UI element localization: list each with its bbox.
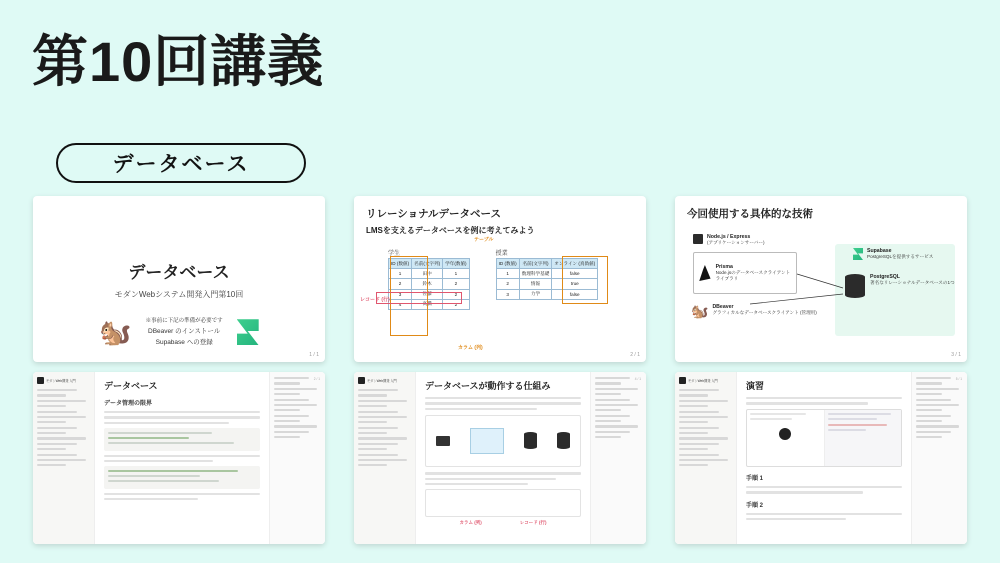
doc-content	[416, 372, 590, 544]
code-block	[104, 466, 260, 488]
slide-page-number: 2 / 1	[630, 352, 640, 358]
supabase-label: Supabase	[867, 248, 892, 254]
slide-title-heading: データベース	[128, 263, 230, 282]
doc-sidebar-right[interactable]	[911, 372, 967, 544]
doc-sidebar-left[interactable]	[33, 372, 95, 544]
database-icon	[524, 432, 537, 450]
slide-card-doc-how-db-works[interactable]	[354, 372, 646, 544]
slide-title-body	[33, 196, 325, 362]
doc-exercise-body	[675, 372, 967, 544]
note-line-0: ※事前に下記の準備が必要です	[145, 317, 223, 324]
highlight-box-record	[376, 292, 462, 304]
code-block	[104, 428, 260, 450]
screenshot-embed	[746, 409, 902, 467]
col-header: 学年(数値)	[443, 259, 469, 269]
topic-pill-label: データベース	[112, 153, 250, 176]
cell: 2	[496, 279, 519, 289]
cell: 2	[443, 279, 469, 289]
database-icon	[845, 274, 865, 298]
cell: 2	[443, 299, 469, 309]
cell: 田中	[412, 269, 443, 279]
slide-relational-heading: リレーショナルデータベース	[366, 208, 502, 220]
slide-page-number: 4 / 1	[634, 377, 641, 381]
col-header: 名前(文字列)	[519, 259, 552, 269]
prisma-label: Prisma	[715, 263, 733, 270]
node-express-sub: (アプリケーションサーバー)	[707, 240, 765, 245]
slide-card-relational-db[interactable]	[354, 196, 646, 362]
slide-tech-heading: 今回使用する具体的な技術	[687, 208, 813, 220]
brand-label: モダンWeb開発 入門	[367, 379, 397, 383]
prisma-logo-icon	[698, 265, 711, 281]
note-line-1: DBeaver のインストール	[148, 327, 221, 335]
annotation-record: レコード (行)	[519, 520, 547, 526]
brand-logo-icon	[358, 377, 365, 384]
col-header: ID (数値)	[389, 259, 412, 269]
slide-card-technologies[interactable]	[675, 196, 967, 362]
postgres-group	[845, 274, 955, 298]
annotation-table: テーブル	[474, 237, 494, 243]
laptop-icon	[436, 436, 450, 446]
brand-label: モダンWeb開発 入門	[46, 379, 76, 383]
node-express-group	[693, 234, 765, 246]
slide-relational-subheading: LMSを支えるデータベースを例に考えてみよう	[366, 226, 535, 235]
annotation-record: レコード (行)	[360, 297, 390, 303]
doc-sidebar-right[interactable]	[269, 372, 325, 544]
doc-subtitle: データ管理の限界	[104, 401, 153, 407]
diagram-db-flow	[425, 415, 581, 467]
supabase-logo-icon	[237, 319, 259, 345]
note-line-2: Supabase への登録	[155, 338, 213, 346]
prisma-sub: Node.jsのデータベースクライアントライブラリ	[715, 269, 791, 281]
doc-content	[737, 372, 911, 544]
cell: 情報	[519, 279, 552, 289]
doc-sidebar-left[interactable]	[675, 372, 737, 544]
doc-database-body	[33, 372, 325, 544]
dbeaver-group	[691, 304, 817, 318]
doc-sidebar-left[interactable]	[354, 372, 416, 544]
cell: 鈴木	[412, 279, 443, 289]
highlight-box-online	[562, 256, 608, 304]
slide-page-number: 2 / 1	[313, 377, 320, 381]
diagram-table-detail	[425, 489, 581, 517]
brand-label: モダンWeb開発 入門	[688, 379, 718, 383]
brand-logo-icon	[37, 377, 44, 384]
doc-brand	[358, 377, 411, 384]
brand-logo-icon	[679, 377, 686, 384]
node-express-label: Node.js / Express	[707, 234, 751, 240]
cell: 数理科学基礎	[519, 269, 552, 279]
dbeaver-sub: グラフィカルなデータベースクライアント (管理用)	[712, 310, 817, 315]
annotation-column: カラム (列)	[459, 520, 482, 526]
slide-title-footer	[33, 317, 325, 348]
cell: 1	[496, 269, 519, 279]
table-label-students: 学生	[388, 251, 401, 257]
annotation-column: カラム (列)	[458, 345, 483, 351]
postgres-label: PostgreSQL	[870, 274, 900, 280]
cell: 力学	[519, 289, 552, 299]
supabase-logo-icon	[853, 248, 863, 260]
page-title: 第10回講義	[32, 30, 325, 93]
slide-card-doc-database[interactable]	[33, 372, 325, 544]
doc-title: データベース	[104, 381, 158, 391]
table-label-courses: 授業	[495, 251, 508, 257]
doc-howdb-body	[354, 372, 646, 544]
squirrel-icon: 🐿️	[99, 317, 132, 348]
doc-brand	[37, 377, 90, 384]
slide-card-doc-exercise[interactable]	[675, 372, 967, 544]
doc-section-2: 手順 2	[746, 502, 764, 509]
doc-sidebar-right[interactable]	[590, 372, 646, 544]
slide-page-number: 1 / 1	[309, 352, 319, 358]
col-header: ID (数値)	[496, 259, 519, 269]
cell: 1	[443, 269, 469, 279]
doc-section-1: 手順 1	[746, 475, 764, 482]
cell: false	[552, 269, 598, 279]
postgres-sub: 著名なリレーショナルデータベースの1つ	[870, 280, 955, 285]
database-icon	[557, 432, 570, 450]
play-button-icon[interactable]	[779, 428, 791, 440]
annotation-row	[425, 520, 581, 526]
slide-title-subtitle: モダンWebシステム開発入門第10回	[114, 290, 244, 299]
cell: 高橋	[412, 299, 443, 309]
doc-title: 演習	[746, 381, 765, 391]
dbeaver-label: DBeaver	[712, 304, 734, 310]
supabase-group	[853, 248, 933, 260]
doc-title: データベースが動作する仕組み	[425, 381, 551, 391]
cell: 佐藤	[412, 289, 443, 299]
col-header: オンライン (真偽値)	[552, 259, 598, 269]
squirrel-icon: 🐿️	[691, 303, 709, 319]
slide-tech-body	[675, 196, 967, 362]
cell: 4	[389, 299, 412, 309]
doc-content	[95, 372, 269, 544]
doc-brand	[679, 377, 732, 384]
server-icon	[693, 234, 703, 244]
topic-pill	[56, 143, 306, 183]
cell: 2	[389, 279, 412, 289]
cell: 3	[389, 289, 412, 299]
slide-relational-body	[354, 196, 646, 362]
slide-page-number: 3 / 1	[951, 352, 961, 358]
cell: 2	[443, 289, 469, 299]
col-header: 名前(文字列)	[412, 259, 443, 269]
table-graphic	[470, 428, 504, 454]
cell: 1	[389, 269, 412, 279]
slide-title-notes	[146, 317, 223, 348]
cell: false	[552, 289, 598, 299]
supabase-sub: PostgreSQLを提供するサービス	[867, 254, 934, 259]
slide-page-number: 5 / 1	[955, 377, 962, 381]
prisma-box	[693, 252, 797, 294]
cell: true	[552, 279, 598, 289]
cell: 3	[496, 289, 519, 299]
slide-card-title[interactable]	[33, 196, 325, 362]
